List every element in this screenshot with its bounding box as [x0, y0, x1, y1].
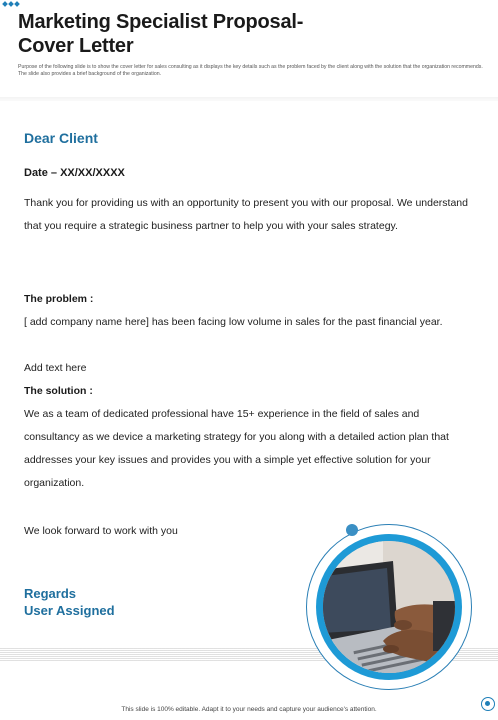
regards-block	[24, 585, 115, 619]
solution-text: We as a team of dedicated professional have 15+ experience in the field of sales and consultancy as we device a marketing strategy for you along with a detailed action plan that addresses your key issues and provides you with a simple yet effective solution for your organization.	[24, 408, 449, 489]
closing-line: We look forward to work with you	[24, 525, 178, 537]
accent-dot	[346, 524, 358, 536]
date-line: Date – XX/XX/XXXX	[24, 167, 125, 179]
solution-heading: The solution :	[24, 385, 93, 397]
title-line-2: Cover Letter	[18, 35, 134, 57]
title-line-1: Marketing Specialist Proposal-	[18, 11, 304, 33]
header-divider	[0, 97, 498, 101]
problem-text: [ add company name here] has been facing low volume in sales for the past financial year.	[24, 316, 443, 328]
photo-circle	[306, 524, 472, 690]
typing-hands-image	[323, 541, 455, 673]
laptop-typing-illustration	[323, 541, 455, 673]
problem-heading: The problem :	[24, 293, 94, 305]
add-text: Add text here	[24, 362, 87, 374]
footer-note: This slide is 100% editable. Adapt it to your needs and capture your audience's attention.	[121, 706, 377, 713]
signature-name: User Assigned	[24, 603, 115, 618]
salutation: Dear Client	[24, 130, 98, 146]
purpose-text: Purpose of the following slide is to show the cover letter for sales consulting as it displays the key details such as the problem faced by the client along with the solution that the organization recommends. The slide also provides a brief background of the organization.	[18, 64, 483, 77]
page-title	[18, 10, 488, 58]
footer-logo-icon	[481, 697, 495, 711]
slide-header	[18, 10, 488, 78]
intro-paragraph: Thank you for providing us with an opportunity to present you with our proposal. We understand that you require a strategic business partner to help you with your sales strategy.	[24, 197, 468, 232]
cover-letter	[24, 130, 474, 618]
regards-label: Regards	[24, 586, 77, 601]
